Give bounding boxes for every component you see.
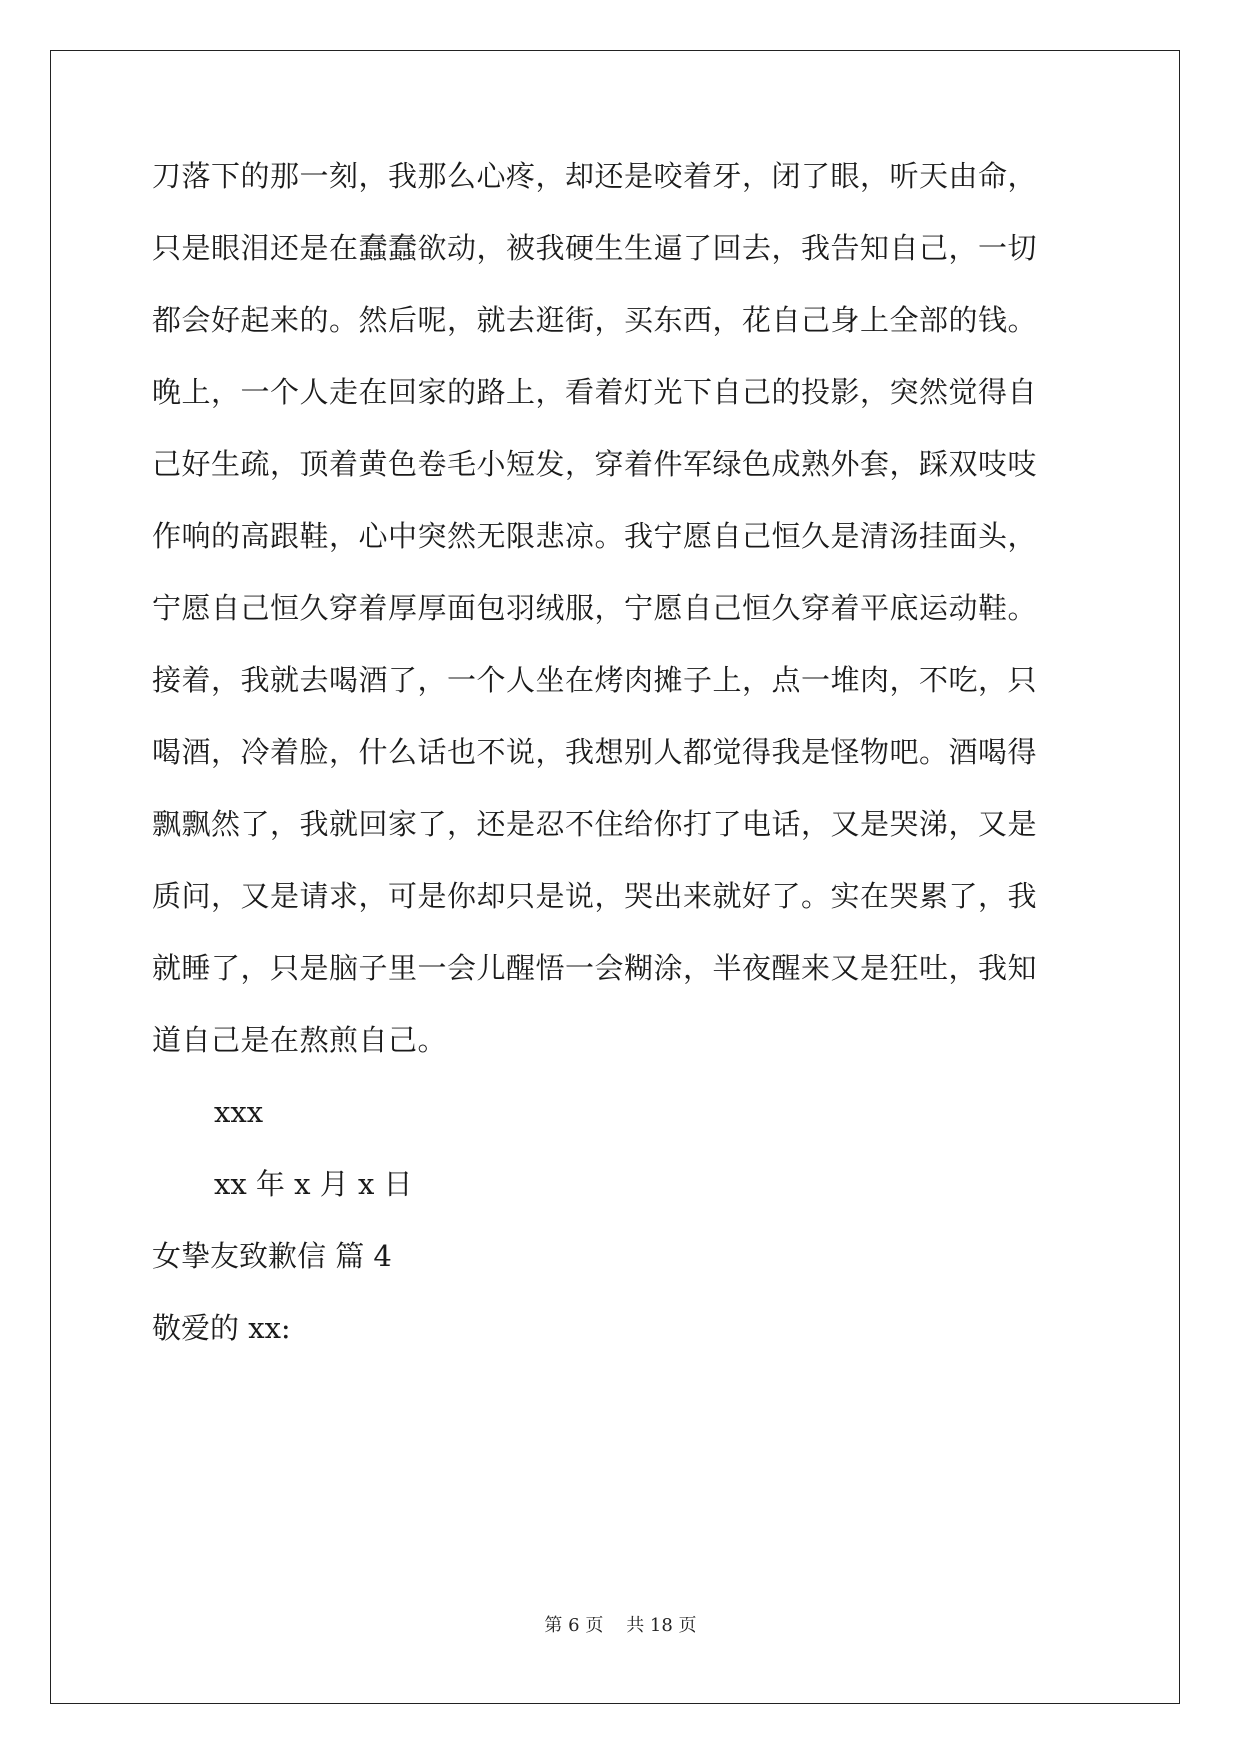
body-line: 己好生疏，顶着黄色卷毛小短发，穿着件军绿色成熟外套，踩双吱吱 (152, 447, 1038, 481)
section-heading: 女挚友致歉信 篇 4 (152, 1239, 392, 1273)
body-line: 刀落下的那一刻，我那么心疼，却还是咬着牙，闭了眼，听天由命， (152, 159, 1038, 193)
page-number-footer: 第 6 页 共 18 页 (544, 1615, 697, 1636)
body-line: 喝酒，冷着脸，什么话也不说，我想别人都觉得我是怪物吧。酒喝得 (152, 735, 1038, 769)
body-line: 道自己是在熬煎自己。 (152, 1023, 448, 1057)
body-line: 只是眼泪还是在蠢蠢欲动，被我硬生生逼了回去，我告知自己，一切 (152, 231, 1038, 265)
body-line: 晚上，一个人走在回家的路上，看着灯光下自己的投影，突然觉得自 (152, 375, 1038, 409)
body-line: 飘飘然了，我就回家了，还是忍不住给你打了电话，又是哭涕，又是 (152, 807, 1038, 841)
body-line: 宁愿自己恒久穿着厚厚面包羽绒服，宁愿自己恒久穿着平底运动鞋。 (152, 591, 1038, 625)
signature: xxx (214, 1095, 264, 1129)
body-line: 都会好起来的。然后呢，就去逛街，买东西，花自己身上全部的钱。 (152, 303, 1038, 337)
body-line: 接着，我就去喝酒了，一个人坐在烤肉摊子上，点一堆肉，不吃，只 (152, 663, 1038, 697)
letter-date: xx 年 x 月 x 日 (214, 1167, 413, 1201)
body-line: 就睡了，只是脑子里一会儿醒悟一会糊涂，半夜醒来又是狂吐，我知 (152, 951, 1038, 985)
body-line: 作响的高跟鞋，心中突然无限悲凉。我宁愿自己恒久是清汤挂面头， (152, 519, 1038, 553)
page-border (50, 50, 1180, 1704)
salutation: 敬爱的 xx: (152, 1311, 291, 1345)
body-line: 质问，又是请求，可是你却只是说，哭出来就好了。实在哭累了，我 (152, 879, 1038, 913)
